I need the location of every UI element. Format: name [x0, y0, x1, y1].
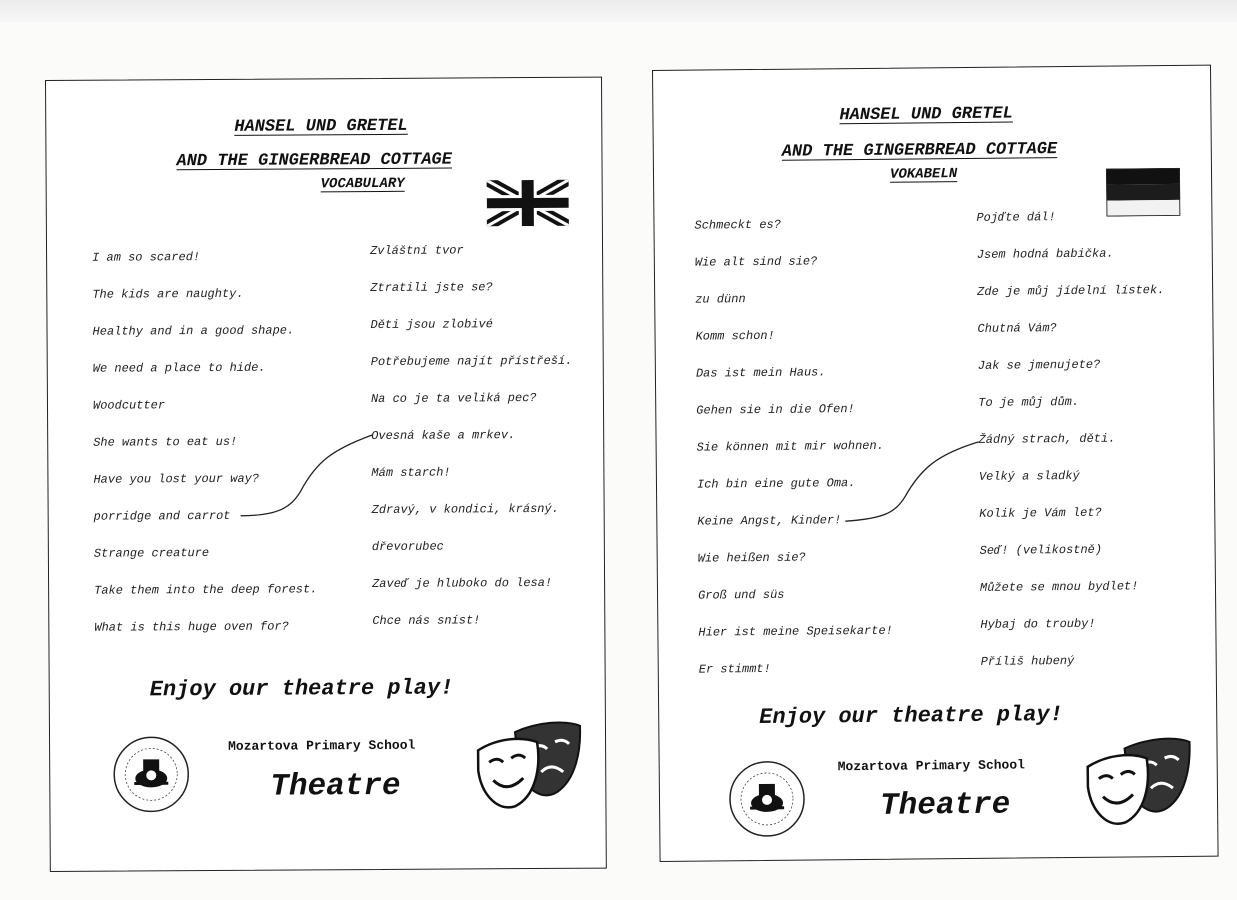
vocab-left-13: Er stimmt!: [698, 661, 771, 677]
vocab-left-7: Have you lost your way?: [93, 471, 260, 487]
school-logo-icon: [112, 735, 190, 813]
german-vocabulary-sheet: [652, 65, 1219, 862]
matching-line: [843, 438, 984, 525]
theatre-label: Theatre: [270, 768, 401, 805]
vocab-left-12: Hier ist meine Speisekarte!: [698, 623, 893, 640]
theatre-label: Theatre: [879, 787, 1011, 824]
vocab-left-10: Wie heißen sie?: [697, 550, 806, 566]
vocab-left-10: Take them into the deep forest.: [94, 582, 318, 598]
vocab-right-5: Jak se jmenujete?: [977, 357, 1101, 373]
vocab-left-11: Groß und süs: [697, 587, 785, 603]
school-logo-icon: [728, 760, 807, 839]
vocab-right-11: Můžete se mnou bydlet!: [979, 579, 1139, 595]
vocab-right-9: dřevorubec: [371, 539, 444, 555]
vocab-right-7: Mám starch!: [371, 465, 451, 481]
vocab-right-2: Jsem hodná babička.: [976, 246, 1114, 262]
vocab-left-2: The kids are naughty.: [92, 286, 244, 302]
enjoy-banner: Enjoy our theatre play!: [149, 675, 454, 703]
english-vocabulary-sheet: [45, 77, 607, 872]
vocab-left-1: I am so scared!: [92, 250, 201, 265]
vocab-right-4: Potřebujeme najít přístřeší.: [370, 353, 573, 370]
vocab-right-8: Zdravý, v kondici, krásný.: [371, 501, 559, 518]
vocab-right-6: To je můj dům.: [978, 394, 1080, 410]
vocab-left-4: Komm schon!: [695, 328, 775, 344]
vocab-left-5: Woodcutter: [92, 398, 166, 413]
sheet-title: HANSEL UND GRETEL: [234, 116, 408, 137]
vocab-left-6: She wants to eat us!: [93, 434, 238, 450]
school-name: Mozartova Primary School: [837, 757, 1025, 775]
vocab-right-10: Seď! (velikostně): [979, 542, 1103, 558]
vocab-left-8: Ich bin eine gute Oma.: [696, 476, 856, 492]
matching-line: [238, 431, 379, 522]
sheet-subtitle: AND THE GINGERBREAD COTTAGE: [781, 140, 1058, 162]
vocab-left-4: We need a place to hide.: [92, 360, 266, 376]
vocab-left-5: Das ist mein Haus.: [695, 365, 826, 381]
vocab-left-3: zu dünn: [695, 292, 746, 307]
enjoy-banner: Enjoy our theatre play!: [759, 702, 1063, 730]
sheet-title: HANSEL UND GRETEL: [839, 104, 1013, 126]
vocab-left-8: porridge and carrot: [93, 508, 231, 524]
german-flag-icon: [1106, 168, 1180, 217]
vocab-right-4: Chutná Vám?: [977, 321, 1057, 336]
school-name: Mozartova Primary School: [228, 737, 416, 754]
vocab-left-6: Gehen sie in die Ofen!: [696, 402, 855, 418]
vocab-left-9: Keine Angst, Kinder!: [697, 513, 842, 529]
vocab-right-11: Chce nás sníst!: [372, 613, 481, 629]
vocab-left-3: Healthy and in a good shape.: [92, 323, 295, 339]
sheet-subtitle: AND THE GINGERBREAD COTTAGE: [176, 150, 453, 172]
sheet-heading: VOKABELN: [889, 166, 958, 183]
uk-flag-icon: [487, 180, 569, 227]
vocab-left-7: Sie können mit mir wohnen.: [696, 438, 884, 455]
vocab-left-2: Wie alt sind sie?: [694, 254, 818, 270]
vocab-right-12: Hybaj do trouby!: [980, 616, 1096, 632]
vocab-right-3: Zde je můj jídelní lístek.: [977, 283, 1165, 299]
vocab-left-11: What is this huge oven for?: [94, 619, 289, 635]
theatre-masks-icon: [475, 718, 586, 814]
vocab-right-8: Velký a sladký: [978, 468, 1080, 484]
vocab-right-3: Děti jsou zlobivé: [370, 317, 493, 333]
vocab-left-1: Schmeckt es?: [694, 217, 781, 233]
vocab-right-7: Žádný strach, děti.: [978, 431, 1116, 447]
vocab-right-10: Zaveď je hluboko do lesa!: [372, 575, 553, 592]
vocab-right-1: Pojďte dál!: [976, 210, 1056, 225]
vocab-right-1: Zvláštní tvor: [370, 243, 464, 259]
vocab-right-2: Ztratili jste se?: [370, 280, 493, 296]
sheet-heading: VOCABULARY: [320, 175, 405, 193]
vocab-right-13: Příliš hubený: [980, 653, 1075, 669]
vocab-right-5: Na co je ta veliká pec?: [370, 391, 537, 407]
vocab-left-9: Strange creature: [93, 546, 210, 561]
vocab-right-6: Ovesná kaše a mrkev.: [371, 428, 516, 444]
vocab-right-9: Kolik je Vám let?: [979, 505, 1102, 521]
scan-top-edge: [0, 0, 1237, 22]
theatre-masks-icon: [1084, 734, 1195, 830]
